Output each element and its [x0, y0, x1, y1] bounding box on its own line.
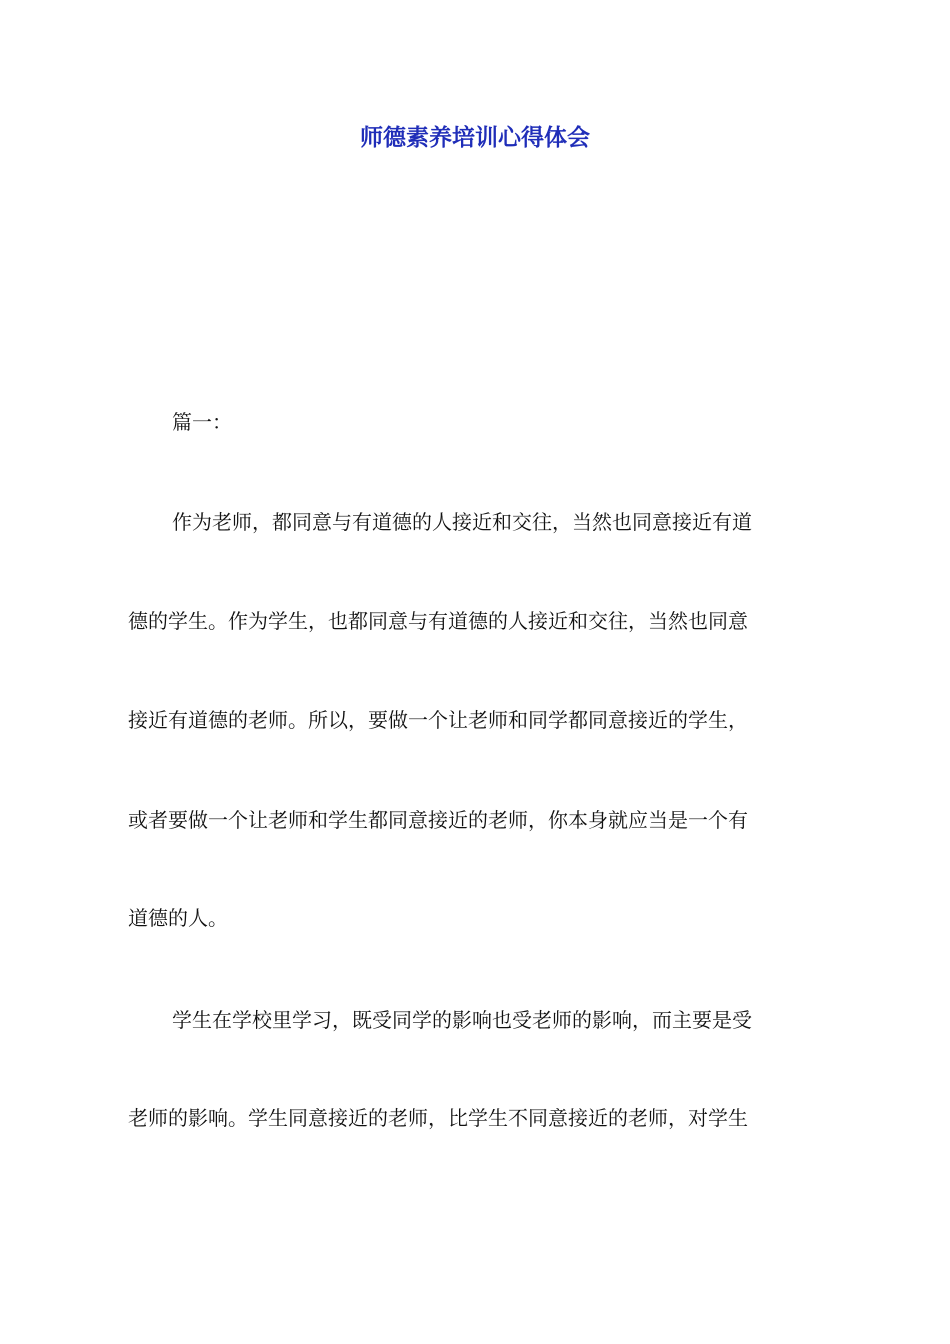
paragraph-line: 学生在学校里学习，既受同学的影响也受老师的影响，而主要是受 — [172, 1008, 752, 1032]
paragraph-line: 道德的人。 — [128, 906, 228, 930]
paragraph-line: 或者要做一个让老师和学生都同意接近的老师，你本身就应当是一个有 — [128, 808, 748, 832]
document-title: 师德素养培训心得体会 — [360, 125, 590, 151]
paragraph-line: 接近有道德的老师。所以，要做一个让老师和同学都同意接近的学生， — [128, 708, 748, 732]
section-label: 篇一： — [172, 410, 232, 434]
paragraph-line: 作为老师，都同意与有道德的人接近和交往，当然也同意接近有道 — [172, 510, 752, 534]
paragraph-line: 德的学生。作为学生，也都同意与有道德的人接近和交往，当然也同意 — [128, 609, 748, 633]
paragraph-line: 老师的影响。学生同意接近的老师，比学生不同意接近的老师，对学生 — [128, 1106, 748, 1130]
